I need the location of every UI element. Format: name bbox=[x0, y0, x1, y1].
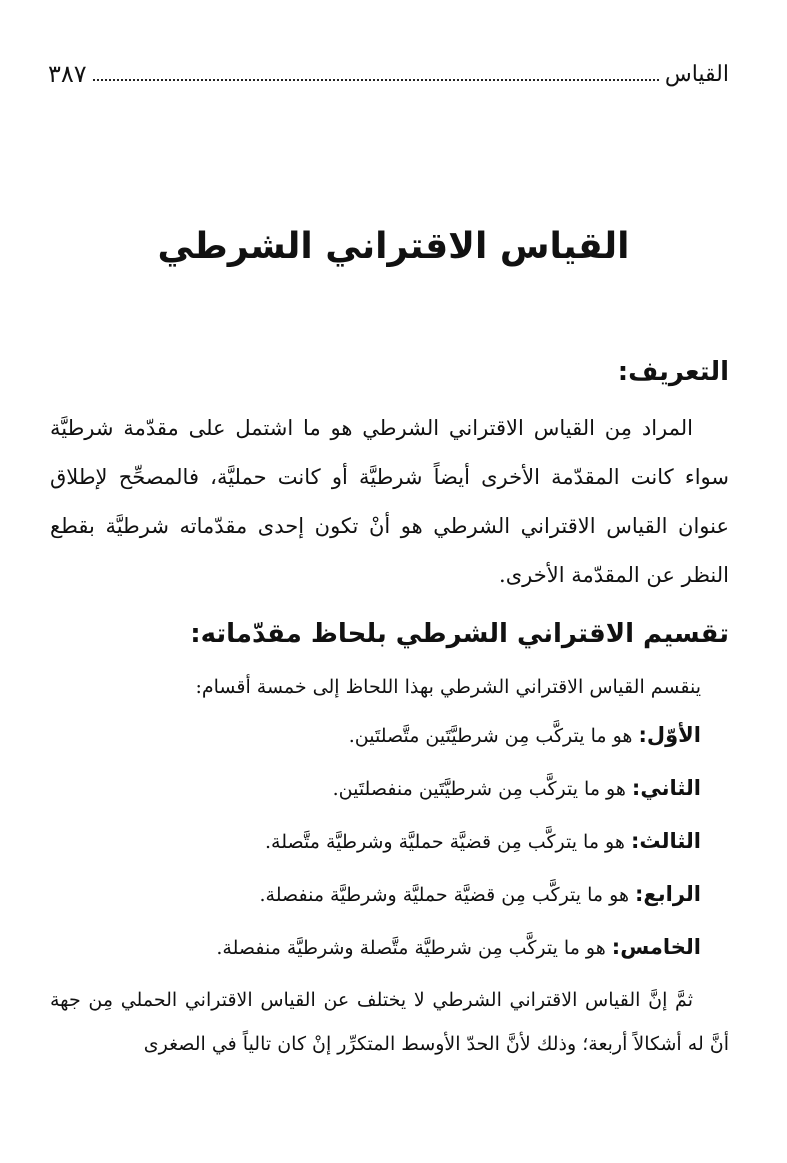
division-list bbox=[50, 709, 729, 974]
section-heading-definition: التعريف: bbox=[617, 357, 729, 387]
definition-paragraph: المراد مِن القياس الاقتراني الشرطي هو ما اشتمل على مقدّمة شرطيَّة سواء كانت المقدّمة الأخرى أيضاً شرطيَّة أو كانت حمليَّة، فالمصحِّح لإطلاق عنوان القياس الاقتراني الشرطي هو أنْ تكون إحدى مقدّماته شرطيَّة بقطع النظر عن المقدّمة الأخرى. bbox=[50, 415, 729, 587]
division-ordinal: الخامس: bbox=[611, 935, 701, 960]
running-title: القياس bbox=[664, 62, 729, 87]
division-ordinal: الأوّل: bbox=[638, 723, 701, 748]
closing-paragraph: ثمَّ إنَّ القياس الاقتراني الشرطي لا يختلف عن القياس الاقتراني الحملي مِن جهة أنَّ له أشكالاً أربعة؛ وذلك لأنَّ الحدّ الأوسط المتكرِّر إنْ كان تالياً في الصغرى bbox=[50, 989, 729, 1056]
division-intro: ينقسم القياس الاقتراني الشرطي بهذا اللحاظ إلى خمسة أقسام: bbox=[195, 676, 701, 699]
division-text: هو ما يتركَّب مِن قضيَّة حمليَّة وشرطيَّة منفصلة. bbox=[259, 884, 636, 907]
page-body bbox=[50, 352, 729, 1066]
division-item-fifth bbox=[50, 921, 701, 974]
division-text: هو ما يتركَّب مِن قضيَّة حمليَّة وشرطيَّة متَّصلة. bbox=[265, 831, 631, 854]
header-dot-leader bbox=[93, 78, 659, 81]
division-text: هو ما يتركَّب مِن شرطيَّتَين منفصلتَين. bbox=[332, 778, 632, 801]
division-item-fourth bbox=[50, 868, 701, 921]
division-ordinal: الثالث: bbox=[630, 829, 701, 854]
division-text: هو ما يتركَّب مِن شرطيَّة متَّصلة وشرطيَّة منفصلة. bbox=[216, 937, 612, 960]
division-item-third bbox=[50, 815, 701, 868]
chapter-title: القياس الاقتراني الشرطي bbox=[157, 226, 630, 267]
page-number: ٣٨٧ bbox=[48, 60, 87, 88]
division-item-first bbox=[50, 709, 701, 762]
section-heading-division: تقسيم الاقتراني الشرطي بلحاظ مقدّماته: bbox=[190, 618, 729, 649]
running-header bbox=[48, 52, 729, 86]
division-ordinal: الرابع: bbox=[635, 882, 701, 907]
division-ordinal: الثاني: bbox=[631, 776, 701, 801]
division-text: هو ما يتركَّب مِن شرطيَّتَين متَّصلتَين. bbox=[348, 725, 639, 748]
division-item-second bbox=[50, 762, 701, 815]
